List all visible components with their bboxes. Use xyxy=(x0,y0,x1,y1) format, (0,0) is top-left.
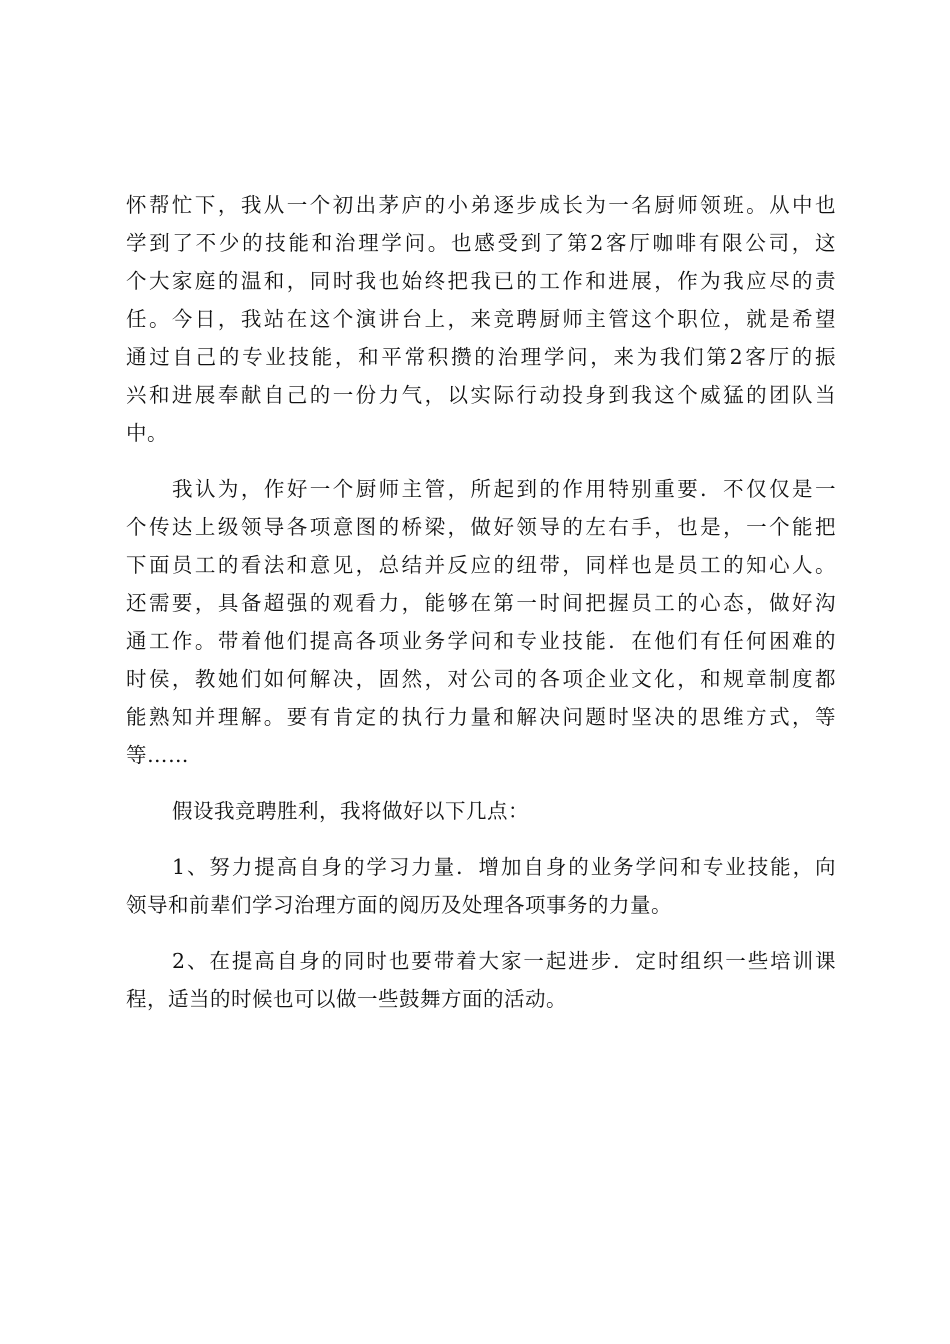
paragraph-2 xyxy=(126,470,836,774)
text-line: 1、努力提高自身的学习力量．增加自身的业务学问和专业技能，向 xyxy=(172,855,836,879)
text-line: 还需要，具备超强的观看力，能够在第一时间把握员工的心态，做好沟 xyxy=(126,591,836,615)
text-line: 怀帮忙下，我从一个初出茅庐的小弟逐步成长为一名厨师领班。从中也 xyxy=(126,193,836,217)
document-body xyxy=(126,186,836,1018)
text-line: 假设我竞聘胜利，我将做好以下几点： xyxy=(172,799,529,823)
paragraph-1 xyxy=(126,186,836,452)
paragraph-spacer xyxy=(126,774,836,792)
text-line: 等…… xyxy=(126,743,189,767)
text-line: 时侯，教她们如何解决，固然，对公司的各项企业文化，和规章制度都 xyxy=(126,667,836,691)
text-line: 中。 xyxy=(126,421,168,445)
paragraph-spacer xyxy=(126,830,836,848)
text-line: 能熟知并理解。要有肯定的执行力量和解决问题时坚决的思维方式，等 xyxy=(126,705,836,729)
text-line: 通过自己的专业技能，和平常积攒的治理学问，来为我们第2客厅的振 xyxy=(126,345,836,369)
text-line: 任。今日，我站在这个演讲台上，来竞聘厨师主管这个职位，就是希望 xyxy=(126,307,836,331)
text-line: 我认为，作好一个厨师主管，所起到的作用特别重要．不仅仅是一 xyxy=(172,477,836,501)
text-line: 个传达上级领导各项意图的桥梁，做好领导的左右手，也是，一个能把 xyxy=(126,515,836,539)
paragraph-spacer xyxy=(126,924,836,942)
text-line: 2、在提高自身的同时也要带着大家一起进步．定时组织一些培训课 xyxy=(172,949,836,973)
text-line: 程，适当的时候也可以做一些鼓舞方面的活动。 xyxy=(126,987,567,1011)
text-line: 下面员工的看法和意见，总结并反应的纽带，同样也是员工的知心人。 xyxy=(126,553,836,577)
paragraph-spacer xyxy=(126,452,836,470)
paragraph-4 xyxy=(126,848,836,924)
paragraph-5 xyxy=(126,942,836,1018)
text-line: 领导和前辈们学习治理方面的阅历及处理各项事务的力量。 xyxy=(126,893,672,917)
text-line: 学到了不少的技能和治理学问。也感受到了第2客厅咖啡有限公司，这 xyxy=(126,231,836,255)
text-line: 兴和进展奉献自己的一份力气，以实际行动投身到我这个威猛的团队当 xyxy=(126,383,836,407)
paragraph-3 xyxy=(126,792,836,830)
text-line: 个大家庭的温和，同时我也始终把我已的工作和进展，作为我应尽的责 xyxy=(126,269,836,293)
text-line: 通工作。带着他们提高各项业务学问和专业技能．在他们有任何困难的 xyxy=(126,629,836,653)
